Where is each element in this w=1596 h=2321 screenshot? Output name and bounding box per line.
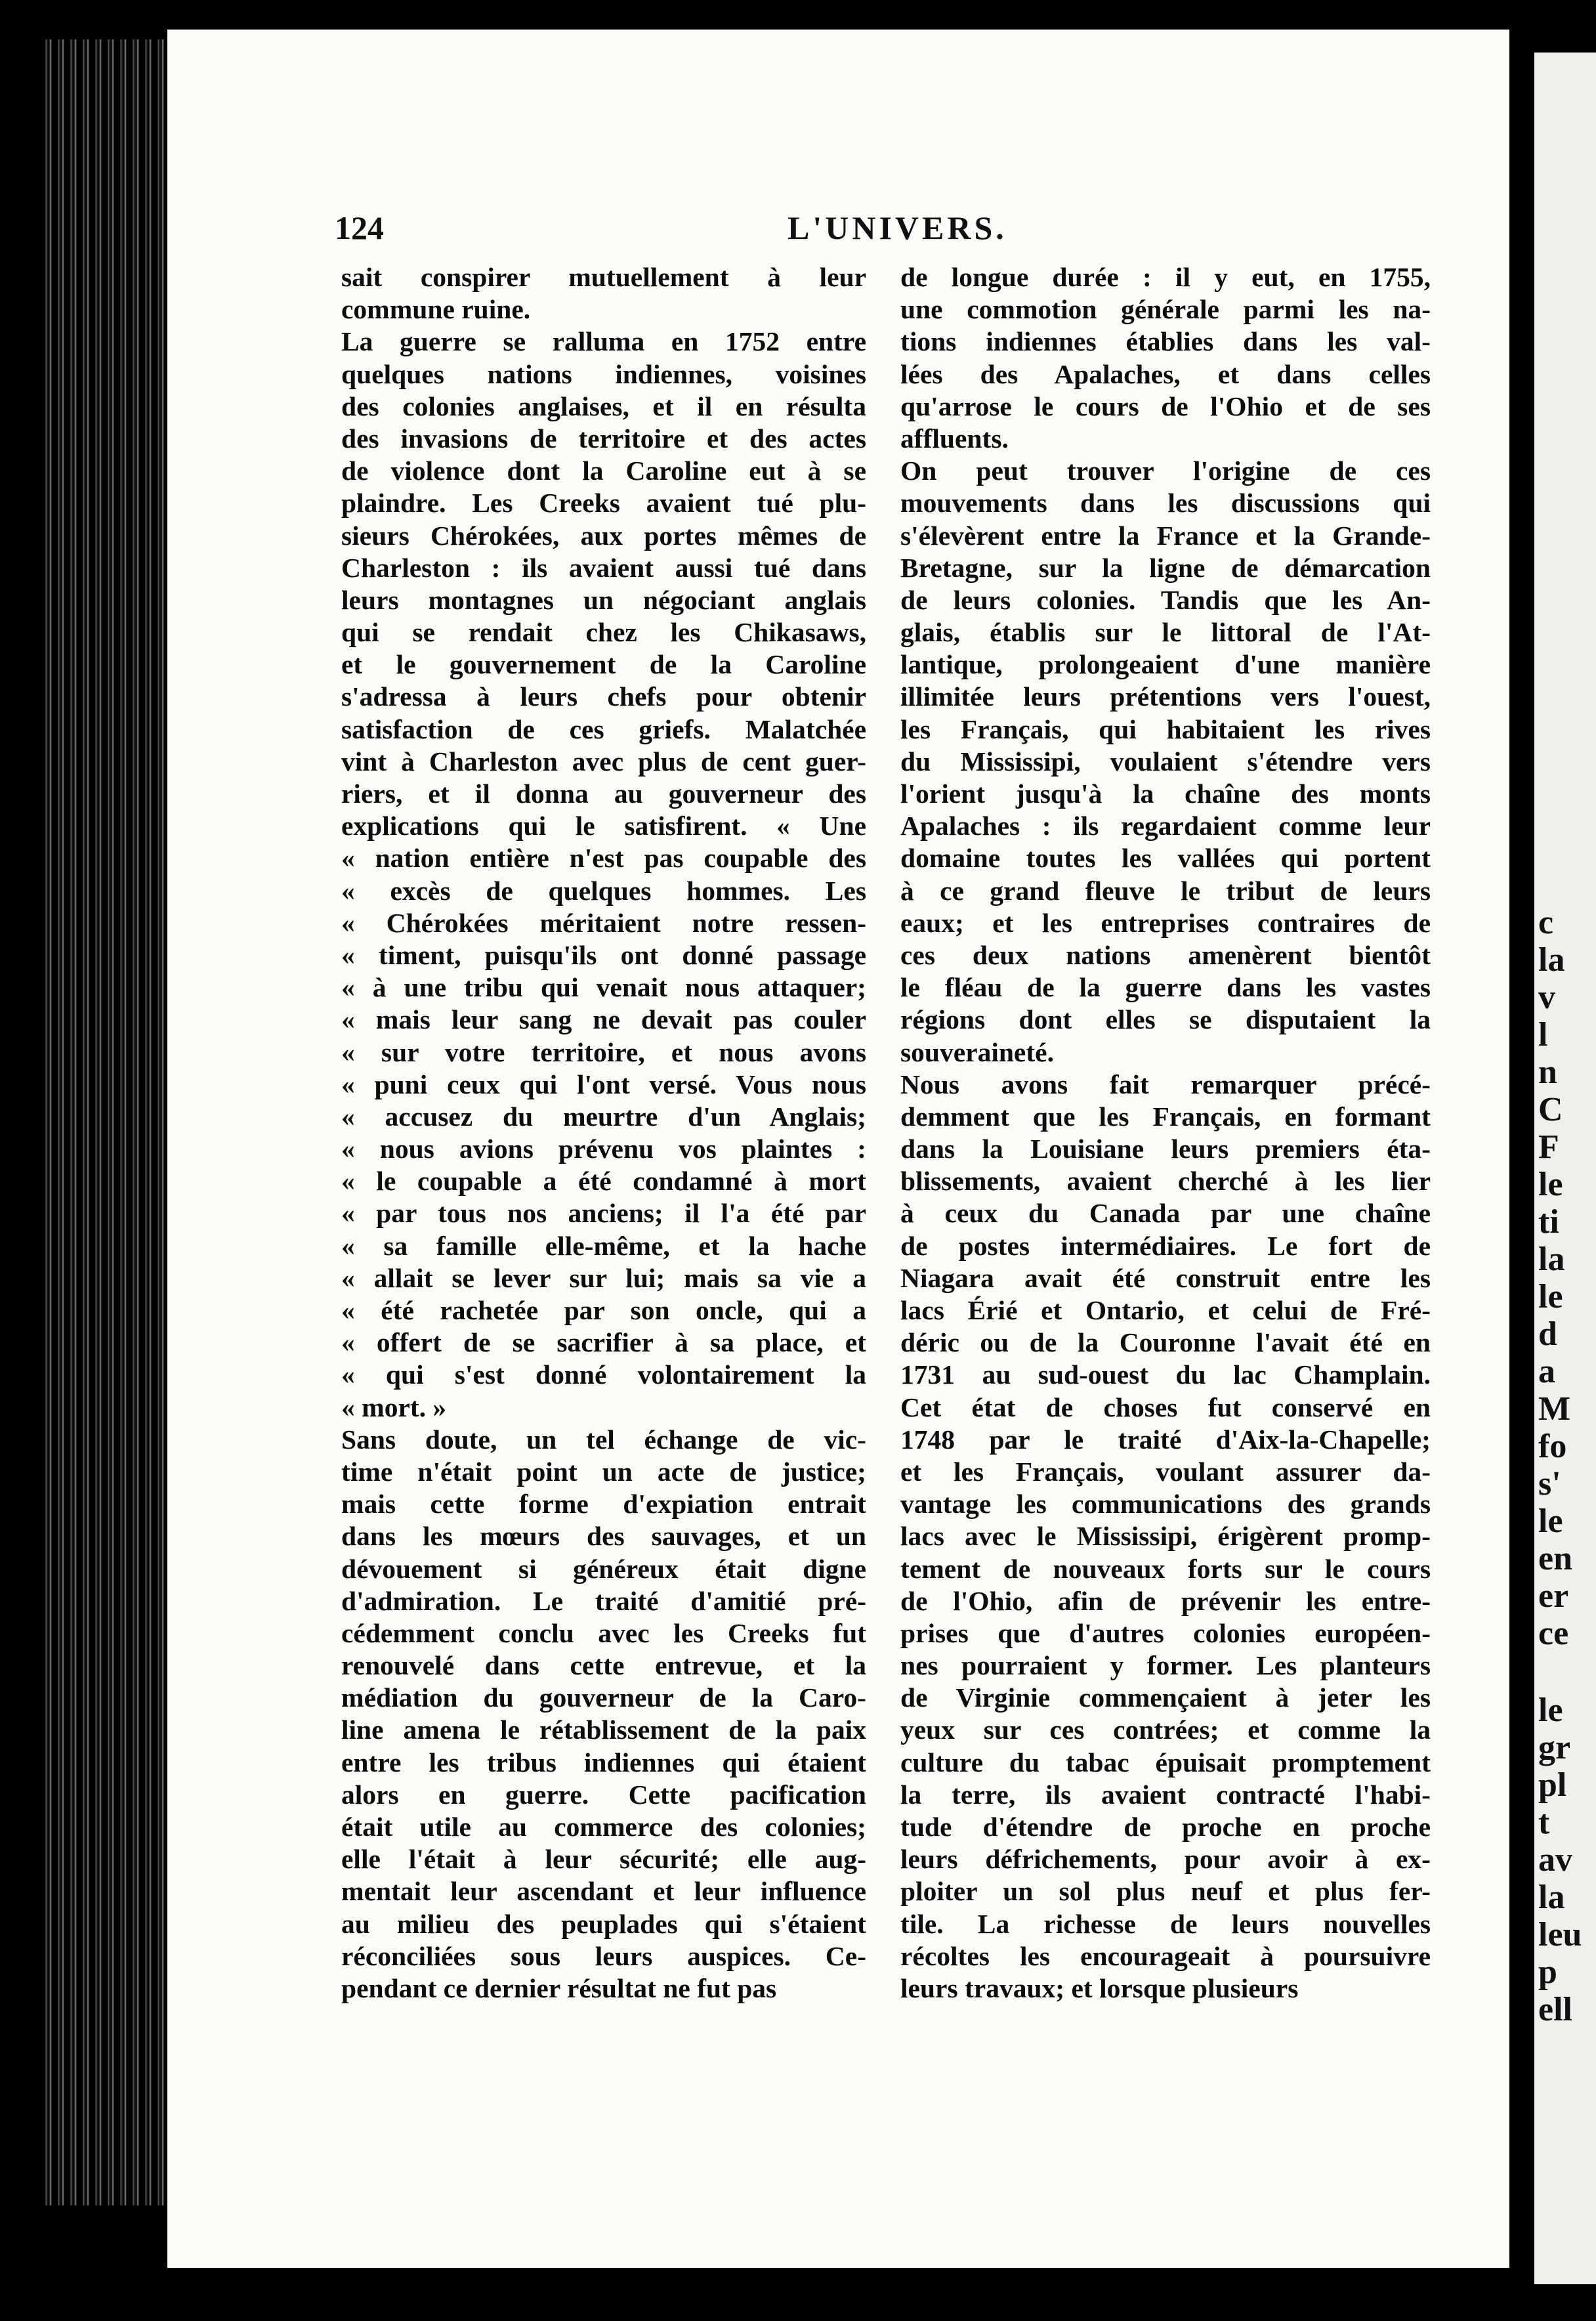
text-line: yeux sur ces contrées; et comme la [900,1714,1431,1745]
facing-page-text-fragment: en [1538,1540,1572,1577]
text-line: vint à Charleston avec plus de cent guer- [341,746,866,777]
page-number: 124 [335,209,384,246]
text-line: tile. La richesse de leurs nouvelles [900,1908,1431,1939]
text-line: Charleston : ils avaient aussi tué dans [341,552,866,583]
text-line: leurs défrichements, pour avoir à ex- [900,1844,1431,1875]
facing-page-text-fragment: d [1538,1315,1557,1353]
text-line: domaine toutes les vallées qui portent [900,843,1431,874]
text-line: régions dont elles se disputaient la [900,1004,1431,1035]
text-line: tement de nouveaux forts sur le cours [900,1553,1431,1584]
text-line: « puni ceux qui l'ont versé. Vous nous [341,1069,866,1099]
text-line: « sur votre territoire, et nous avons [341,1036,866,1067]
text-line: Nous avons fait remarquer précé- [900,1069,1431,1099]
text-line: demment que les Français, en formant [900,1101,1431,1132]
text-line: « le coupable a été condamné à mort [341,1166,866,1197]
text-line: l'orient jusqu'à la chaîne des monts [900,778,1431,809]
text-line: eaux; et les entreprises contraires de [900,907,1431,938]
text-line: 1748 par le traité d'Aix-la-Chapelle; [900,1424,1431,1455]
facing-page-text-fragment: ell [1538,1991,1572,2028]
facing-page-text-fragment: le [1538,1692,1563,1729]
text-line: On peut trouver l'origine de ces [900,456,1431,486]
text-line: « mais leur sang ne devait pas couler [341,1004,866,1035]
text-line: quelques nations indiennes, voisines [341,358,866,389]
text-line: illimitée leurs prétentions vers l'ouest, [900,681,1431,712]
facing-page-text-fragment: le [1538,1166,1563,1203]
text-line: prises que d'autres colonies européen- [900,1617,1431,1648]
facing-page-text-fragment: s' [1538,1465,1561,1502]
text-line: satisfaction de ces griefs. Malatchée [341,713,866,744]
text-line: mouvements dans les discussions qui [900,488,1431,519]
facing-page-edge [1534,53,1596,2284]
facing-page-text-fragment: F [1538,1128,1559,1166]
text-line: « par tous nos anciens; il l'a été par [341,1198,866,1229]
text-line: déric ou de la Couronne l'avait été en [900,1327,1431,1358]
facing-page-text-fragment: pl [1538,1766,1567,1804]
text-line: riers, et il donna au gouverneur des [341,778,866,809]
text-line: line amena le rétablissement de la paix [341,1714,866,1745]
text-line: à ceux du Canada par une chaîne [900,1198,1431,1229]
text-line: était utile au commerce des colonies; [341,1812,866,1842]
text-line: cédemment conclu avec les Creeks fut [341,1617,866,1648]
text-line: lées des Apalaches, et dans celles [900,358,1431,389]
facing-page-text-fragment: leu [1538,1916,1582,1953]
text-line: « Chérokées méritaient notre ressen- [341,907,866,938]
facing-page-text-fragment: t [1538,1804,1550,1841]
text-line: de postes intermédiaires. Le fort de [900,1230,1431,1261]
text-line: « excès de quelques hommes. Les [341,875,866,906]
running-head [335,209,1007,255]
text-line: explications qui le satisfirent. « Une [341,811,866,841]
facing-page-text-fragment: l [1538,1016,1548,1054]
text-line: time n'était point un acte de justice; [341,1456,866,1487]
facing-page-text-fragment: le [1538,1278,1563,1315]
text-line: dans les mœurs des sauvages, et un [341,1521,866,1552]
text-line: alors en guerre. Cette pacification [341,1779,866,1810]
text-line: commune ruine. [341,294,531,325]
text-line: la terre, ils avaient contracté l'habi- [900,1779,1431,1810]
facing-page-text-fragment: c [1538,904,1554,941]
text-line: de violence dont la Caroline eut à se [341,456,866,486]
facing-page-text-fragment: n [1538,1054,1557,1091]
text-line: leurs montagnes un négociant anglais [341,584,866,615]
text-line: Niagara avait été construit entre les [900,1262,1431,1293]
facing-page-text-fragment: er [1538,1577,1569,1615]
text-line: tude d'étendre de proche en proche [900,1812,1431,1842]
text-line: La guerre se ralluma en 1752 entre [341,326,866,357]
text-line: les Français, qui habitaient les rives [900,713,1431,744]
text-line: s'adressa à leurs chefs pour obtenir [341,681,866,712]
text-line: « accusez du meurtre d'un Anglais; [341,1101,866,1132]
text-line: « timent, puisqu'ils ont donné passage [341,939,866,970]
text-line: « nation entière n'est pas coupable des [341,843,866,874]
journal-title: L'UNIVERS. [788,209,1007,246]
text-line: Sans doute, un tel échange de vic- [341,1424,866,1455]
facing-page-text-fragment: av [1538,1841,1572,1879]
facing-page-text-fragment: la [1538,1241,1565,1278]
text-line: « allait se lever sur lui; mais sa vie a [341,1262,866,1293]
text-line: pendant ce dernier résultat ne fut pas [341,1972,777,2003]
text-line: mentait leur ascendant et leur influence [341,1876,866,1907]
text-line: du Mississipi, voulaient s'étendre vers [900,746,1431,777]
text-line: lacs avec le Mississipi, érigèrent promp- [900,1521,1431,1552]
text-line: leurs travaux; et lorsque plusieurs [900,1972,1299,2003]
text-line: elle l'était à leur sécurité; elle aug- [341,1844,866,1875]
text-line: une commotion générale parmi les na- [900,294,1431,325]
text-line: des colonies anglaises, et il en résulta [341,391,866,421]
text-line: vantage les communications des grands [900,1489,1431,1520]
text-line: plaindre. Les Creeks avaient tué plu- [341,488,866,519]
text-line: lacs Érié et Ontario, et celui de Fré- [900,1295,1431,1325]
facing-page-text-fragment: a [1538,1353,1555,1390]
text-line: « nous avions prévenu vos plaintes : [341,1134,866,1164]
text-line: entre les tribus indiennes qui étaient [341,1747,866,1778]
facing-page-text-fragment: p [1538,1953,1557,1991]
text-line: médiation du gouverneur de la Caro- [341,1682,866,1713]
text-column-left [341,261,866,2034]
text-line: affluents. [900,423,1009,454]
text-line: « été rachetée par son oncle, qui a [341,1295,866,1325]
text-line: « offert de se sacrifier à sa place, et [341,1327,866,1358]
text-line: qui se rendait chez les Chikasaws, [341,617,866,648]
text-line: s'élevèrent entre la France et la Grande- [900,520,1431,551]
text-line: le fléau de la guerre dans les vastes [900,972,1431,1003]
text-line: d'admiration. Le traité d'amitié pré- [341,1585,866,1616]
text-line: lantique, prolongeaient d'une manière [900,649,1431,680]
text-line: sait conspirer mutuellement à leur [341,262,866,292]
text-line: culture du tabac épuisait promptement [900,1747,1431,1778]
text-line: au milieu des peuplades qui s'étaient [341,1908,866,1939]
text-line: nes pourraient y former. Les planteurs [900,1650,1431,1681]
text-line: dévouement si généreux était digne [341,1553,866,1584]
text-line: à ce grand fleuve le tribut de leurs [900,875,1431,906]
facing-page-text-fragment: fo [1538,1428,1567,1465]
text-line: ces deux nations amenèrent bientôt [900,939,1431,970]
text-line: récoltes les encourageait à poursuivre [900,1940,1431,1971]
text-line: réconciliées sous leurs auspices. Ce- [341,1940,866,1971]
text-line: « à une tribu qui venait nous attaquer; [341,972,866,1003]
facing-page-text-fragment: gr [1538,1729,1571,1766]
text-column-right [900,261,1431,2034]
text-line: de l'Ohio, afin de prévenir les entre- [900,1585,1431,1616]
text-line: « mort. » [341,1392,447,1422]
facing-page-text-fragment: C [1538,1091,1563,1128]
facing-page-text-fragment: ce [1538,1615,1569,1652]
text-line: ploiter un sol plus neuf et plus fer- [900,1876,1431,1907]
text-line: Bretagne, sur la ligne de démarcation [900,552,1431,583]
text-line: qu'arrose le cours de l'Ohio et de ses [900,391,1431,421]
text-line: et le gouvernement de la Caroline [341,649,866,680]
text-line: 1731 au sud-ouest du lac Champlain. [900,1359,1431,1390]
facing-page-text-fragment: la [1538,941,1565,979]
text-line: de Virginie commençaient à jeter les [900,1682,1431,1713]
text-line: sieurs Chérokées, aux portes mêmes de [341,520,866,551]
text-line: Cet état de choses fut conservé en [900,1392,1431,1422]
text-line: et les Français, voulant assurer da- [900,1456,1431,1487]
text-line: « sa famille elle-même, et la hache [341,1230,866,1261]
facing-page-text-fragment: ti [1538,1203,1559,1241]
facing-page-text-fragment: v [1538,979,1555,1016]
facing-page-text-fragment: le [1538,1502,1563,1540]
text-line: de longue durée : il y eut, en 1755, [900,262,1431,292]
text-line: dans la Louisiane leurs premiers éta- [900,1134,1431,1164]
text-line: renouvelé dans cette entrevue, et la [341,1650,866,1681]
facing-page-text-fragment: M [1538,1390,1571,1428]
text-line: glais, établis sur le littoral de l'At- [900,617,1431,648]
text-line: mais cette forme d'expiation entrait [341,1489,866,1520]
text-line: des invasions de territoire et des actes [341,423,866,454]
text-line: « qui s'est donné volontairement la [341,1359,866,1390]
facing-page-text-fragment: la [1538,1879,1565,1916]
text-line: de leurs colonies. Tandis que les An- [900,584,1431,615]
text-line: tions indiennes établies dans les val- [900,326,1431,357]
text-line: souveraineté. [900,1036,1054,1067]
text-line: Apalaches : ils regardaient comme leur [900,811,1431,841]
text-line: blissements, avaient cherché à les lier [900,1166,1431,1197]
book-page-edges [39,39,164,2205]
